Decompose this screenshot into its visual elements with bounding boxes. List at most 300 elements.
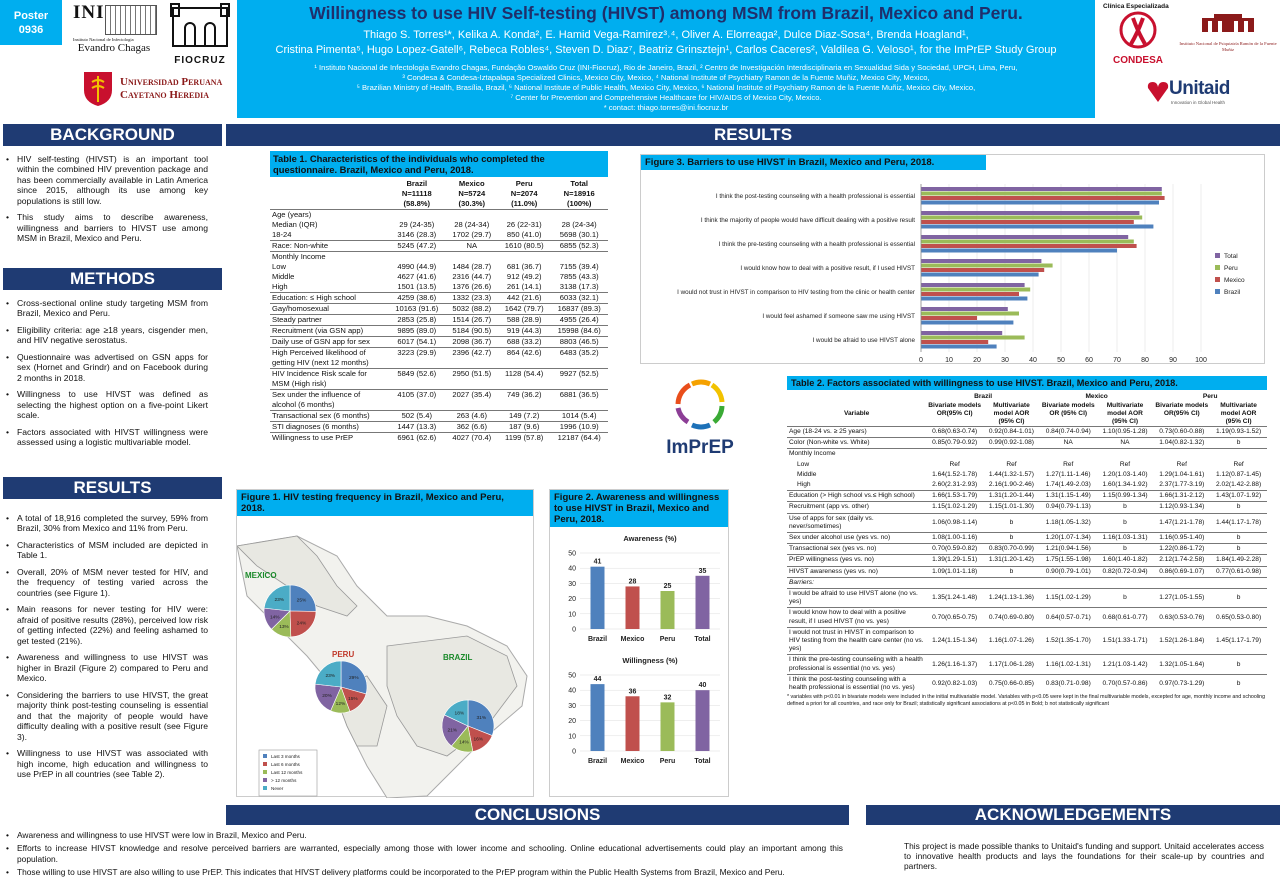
table1-cell: Daily use of GSN app for sex xyxy=(270,337,388,348)
pie-label: 13% xyxy=(279,624,289,630)
table2-cell: 2.37(1.77-3.19) xyxy=(1159,481,1205,489)
figure3 xyxy=(640,154,1265,364)
table1-cell: High xyxy=(272,282,288,291)
inp-name: Instituto Nacional de Psiquiatría Ramón de la Fuente Muñiz xyxy=(1179,41,1277,52)
table2-cell xyxy=(1040,449,1097,460)
table2-cell: 0.75(0.66-0.85) xyxy=(983,674,1040,693)
table1-cell: 2098 (36.7) xyxy=(446,337,498,348)
table2-cell: Sex under alcohol use (yes vs. no) xyxy=(787,533,926,544)
table1-cell: Age (years) xyxy=(270,210,388,221)
methods-item: • Questionnaire was advertised on GSN apps for sex (Hornet and Grindr) and on Facebook during 2 months in 2018. xyxy=(3,352,208,383)
table1-cell: 362 (6.6) xyxy=(446,422,498,433)
bar-total xyxy=(921,331,1002,335)
table1-cell: 2950 (51.5) xyxy=(446,369,498,390)
table2-cell: 1.45(1.17-1.79) xyxy=(1210,627,1267,655)
table2-cell: 1.12(0.93-1.34) xyxy=(1153,502,1210,513)
table1-cell: 263 (4.6) xyxy=(446,411,498,422)
table2-country-header: Peru xyxy=(1202,393,1218,400)
table2-cell: 1.32(1.05-1.64) xyxy=(1153,655,1210,674)
x-tick-label: Mexico xyxy=(620,636,645,643)
table-row xyxy=(270,293,608,304)
table2-cell xyxy=(983,449,1040,460)
pie-label: 12% xyxy=(335,702,346,708)
poster-title: Willingness to use HIV Self-testing (HIVST) among MSM from Brazil, Mexico and Peru. xyxy=(309,3,1023,23)
table2-variable-header: Variable xyxy=(843,410,870,417)
table2-cell: Middle xyxy=(797,470,817,478)
bar-brazil xyxy=(921,225,1153,229)
table2-cell: 2.60(2.31-2.93) xyxy=(932,481,978,489)
pie-label: 21% xyxy=(447,728,458,734)
table2-footnote: * variables with p<0.01 in bivariate models were included in the initial multivariable model. Variables with p<0.05 were kept in the final multivariable models, excepted for age, monthly income and schooling defined a priori for all countries, and race only for Brazil; statistically significant associations at p<0.05 in Bold; b not statistically significant xyxy=(787,694,1266,707)
table2-cell: High xyxy=(797,481,811,489)
bar-total xyxy=(921,259,1041,263)
table2-cell: 0.92(0.84-1.01) xyxy=(983,427,1040,438)
table1-cell: 2853 (25.8) xyxy=(388,315,446,326)
legend-swatch xyxy=(263,786,267,790)
x-tick-label: 60 xyxy=(1085,357,1093,362)
table1-cell: Monthly Income xyxy=(270,252,388,263)
table2-cell: b xyxy=(1210,655,1267,674)
table1-cell: 588 (28.9) xyxy=(498,315,550,326)
legend-swatch xyxy=(263,754,267,758)
table2-country-header: Brazil xyxy=(974,393,993,400)
table2-cell: Transactional sex (yes vs. no) xyxy=(787,544,926,555)
table2-cell: 1.12(0.87-1.45) xyxy=(1216,470,1262,478)
table1-cell: 850 (41.0) xyxy=(506,230,542,239)
table2-cell: 1.20(1.03-1.40) xyxy=(1102,470,1148,478)
bar-mexico xyxy=(921,196,1165,200)
table-row xyxy=(270,262,608,272)
table2-cell: 2.12(1.74-2.58) xyxy=(1153,555,1210,566)
table1-cell: 1332 (23.3) xyxy=(446,293,498,304)
results-left-list xyxy=(3,513,208,786)
table1-cell: 688 (33.2) xyxy=(498,337,550,348)
table1-header-cell: N=11118 xyxy=(401,189,432,198)
table2-cell: 0.65(0.53-0.80) xyxy=(1210,608,1267,627)
bar xyxy=(591,567,605,629)
x-tick-label: Peru xyxy=(659,636,676,643)
table1-cell xyxy=(388,252,446,263)
affiliation-4: ⁷ Center for Prevention and Comprehensive Healthcare for HIV/AIDS of Mexico City, Mexico. xyxy=(510,93,822,102)
table2-cell: 0.70(0.65-0.75) xyxy=(926,608,983,627)
table2-cell: Barriers: xyxy=(787,577,926,588)
table1-header-cell: Brazil xyxy=(406,179,428,188)
table2-cell: 1.15(1.01-1.30) xyxy=(983,502,1040,513)
y-tick-label: 20 xyxy=(568,596,576,604)
table-row xyxy=(787,438,1267,449)
table1-cell: 1501 (13.5) xyxy=(397,282,437,291)
data-label: 28 xyxy=(628,578,637,586)
table1-cell: 6483 (35.2) xyxy=(550,348,608,369)
chart-title: Willingness (%) xyxy=(622,656,678,665)
table2-cell: 1.44(1.17-1.78) xyxy=(1210,513,1267,532)
table1-cell: 5849 (52.6) xyxy=(388,369,446,390)
table2-cell: 0.68(0.61-0.77) xyxy=(1097,608,1154,627)
legend-label: Mexico xyxy=(1224,277,1245,284)
table-row xyxy=(787,470,1267,480)
bar-total xyxy=(921,283,1025,287)
y-tick-label: 50 xyxy=(568,550,576,558)
table2-cell xyxy=(926,449,983,460)
y-tick-label: 30 xyxy=(568,702,576,710)
table1-header-cell xyxy=(270,189,388,199)
table2-cell: I would be afraid to use HIVST alone (no vs. yes) xyxy=(787,589,926,608)
table2-cell: 1.47(1.21-1.78) xyxy=(1153,513,1210,532)
authors-line-2: Cristina Pimenta⁵, Hugo Lopez-Gatell⁶, Rebeca Robles⁴, Steven D. Diaz⁷, Beatriz Grinsztejn¹, Carlos Caceres², Valdilea G. Veloso¹, for the ImPrEP Study Group xyxy=(275,44,1057,56)
table2-subheader: Bivariate models OR(95% CI) xyxy=(1155,402,1209,417)
condesa-logo xyxy=(1103,3,1173,67)
table-row xyxy=(787,627,1267,655)
bar-mexico xyxy=(921,340,988,344)
table1-cell: 6881 (36.5) xyxy=(550,390,608,411)
unitaid-name: Unitaid xyxy=(1169,78,1230,99)
table2-cell: PrEP willingness (yes vs. no) xyxy=(787,555,926,566)
results-item: • A total of 18,916 completed the survey, 59% from Brazil, 30% from Mexico and 11% from Peru. xyxy=(3,513,208,534)
table1-cell: 1996 (10.9) xyxy=(550,422,608,433)
legend-label: Total xyxy=(1224,253,1238,260)
table2-cell: 1.31(1.20-1.44) xyxy=(983,491,1040,502)
figure1 xyxy=(236,489,534,797)
table-row xyxy=(787,555,1267,566)
condesa-clinica: Clínica Especializada xyxy=(1103,3,1169,10)
table2-cell: Recruitment (app vs. other) xyxy=(787,502,926,513)
conclusions-list xyxy=(3,830,843,880)
table2-cell: b xyxy=(1097,513,1154,532)
bar-brazil xyxy=(921,273,1039,277)
bar-brazil xyxy=(921,345,997,349)
background-item: • HIV self-testing (HIVST) is an important tool within the combined HIV prevention package and has been commercially available in Latin America since 2015, although its use among key populations is still low. xyxy=(3,154,208,206)
conclusions-item: • Those willing to use HIVST are also willing to use PrEP. This indicates that HIVST delivery platforms could be incorporated to the PrEP program within the Public Health Systems from Brazil, Mexico and Peru. xyxy=(3,867,843,877)
table-row xyxy=(270,210,608,221)
table1-cell: 28 (24-34) xyxy=(561,220,597,229)
y-tick-label: 20 xyxy=(568,718,576,726)
table1-cell: 502 (5.4) xyxy=(388,411,446,422)
table1-header-cell xyxy=(270,199,388,210)
table-row xyxy=(270,433,608,444)
table2-cell: 1.27(1.05-1.55) xyxy=(1153,589,1210,608)
figure1-map xyxy=(237,516,533,798)
x-tick-label: Brazil xyxy=(587,636,608,643)
table1-cell: 10163 (91.6) xyxy=(388,304,446,315)
table2-cell: 1.84(1.49-2.28) xyxy=(1210,555,1267,566)
y-tick-label: 10 xyxy=(568,611,576,619)
table-row xyxy=(270,230,608,241)
table1-cell: 6033 (32.1) xyxy=(550,293,608,304)
table2-title: Table 2. Factors associated with willingness to use HIVST. Brazil, Mexico and Peru, 2018. xyxy=(787,376,1267,390)
legend-label: > 12 months xyxy=(271,778,297,783)
table1-cell: 4105 (37.0) xyxy=(388,390,446,411)
bar-mexico xyxy=(921,316,977,320)
table-row xyxy=(787,577,1267,588)
data-label: 44 xyxy=(593,676,602,684)
x-tick-label: Total xyxy=(694,636,711,643)
table1-cell: 5245 (47.2) xyxy=(388,241,446,252)
table1-cell: 864 (42.6) xyxy=(498,348,550,369)
table1-cell: 2027 (35.4) xyxy=(446,390,498,411)
ini-logo-name: Evandro Chagas xyxy=(77,42,151,54)
table-row xyxy=(270,390,608,411)
table1-cell: 12187 (64.4) xyxy=(550,433,608,444)
table2-cell xyxy=(1097,449,1154,460)
table1-cell: 187 (9.6) xyxy=(498,422,550,433)
table2-subheader: Bivariate models OR(95% CI) xyxy=(928,402,982,417)
table2-cell: 0.83(0.71-0.98) xyxy=(1040,674,1097,693)
table-row xyxy=(270,304,608,315)
table2-cell xyxy=(1210,577,1267,588)
table-row xyxy=(270,282,608,293)
table2-cell: b xyxy=(983,566,1040,577)
table2-cell: Education (> High school vs.≤ High school) xyxy=(787,491,926,502)
table2-cell: 1.08(1.00-1.16) xyxy=(926,533,983,544)
table-row xyxy=(787,608,1267,627)
poster-label: Poster xyxy=(13,10,49,22)
legend-swatch xyxy=(263,778,267,782)
table2-cell: 1.24(1.15-1.34) xyxy=(926,627,983,655)
bar-peru xyxy=(921,240,1134,244)
table2-cell: 1.52(1.26-1.84) xyxy=(1153,627,1210,655)
table1-cell: 4955 (26.4) xyxy=(550,315,608,326)
y-tick-label: 50 xyxy=(568,672,576,680)
table1-cell: 261 (14.1) xyxy=(506,282,542,291)
table2-cell: Ref xyxy=(1176,460,1187,468)
pie-label: 23% xyxy=(274,597,285,603)
acknowledgements-text: This project is made possible thanks to Unitaid's funding and support. Unitaid accelerates access to innovative health products and lays the foundations for their scale-up by countries and partners. xyxy=(904,841,1264,871)
table1-cell: 1376 (26.6) xyxy=(452,282,492,291)
table2-cell xyxy=(1040,577,1097,588)
y-tick-label: 40 xyxy=(568,565,576,573)
table-row xyxy=(270,272,608,282)
table2-cell: 1.60(1.40-1.82) xyxy=(1097,555,1154,566)
table1-cell: Low xyxy=(272,262,286,271)
poster-number: 0936 xyxy=(18,24,44,36)
data-label: 25 xyxy=(663,583,672,590)
table2-subheader: Bivariate models OR (95% CI) xyxy=(1041,402,1095,417)
conclusions-item: • Efforts to increase HIVST knowledge and resolve perceived barriers are warranted, especially among those with lower income and schooling. Online educational advertisements could play an important among this population. xyxy=(3,843,843,864)
results-item: • Overall, 20% of MSM never tested for HIV, and the frequency of testing varied across the countries (see Figure 1). xyxy=(3,567,208,598)
table2-cell: 0.83(0.70-0.99) xyxy=(983,544,1040,555)
table1-cell xyxy=(550,252,608,263)
table2-cell: 0.94(0.79-1.13) xyxy=(1040,502,1097,513)
acknowledgements-heading: ACKNOWLEDGEMENTS xyxy=(866,805,1280,825)
table1-header-cell: Total xyxy=(570,179,588,188)
table1-cell: Steady partner xyxy=(270,315,388,326)
legend-swatch xyxy=(1215,253,1220,258)
table1-cell: 1642 (79.7) xyxy=(498,304,550,315)
condesa-name: CONDESA xyxy=(1112,55,1163,66)
table2-subheader: Multivariate model AOR (95% CI) xyxy=(1106,402,1144,425)
table2-cell: 0.77(0.61-0.98) xyxy=(1210,566,1267,577)
methods-heading: METHODS xyxy=(3,268,222,290)
imprep-logo xyxy=(660,376,740,476)
bar xyxy=(696,576,710,629)
legend-label: Never xyxy=(271,786,284,791)
bar-brazil xyxy=(921,321,1013,325)
figure2 xyxy=(549,489,729,797)
legend-swatch xyxy=(263,770,267,774)
results-item: • Willingness to use HIVST was associated with high income, high education and willingness to use PrEP in all countries (see Table 2). xyxy=(3,748,208,779)
background-item: • This study aims to describe awareness, willingness and barriers to HIVST use among MSM in Brazil, Mexico and Peru. xyxy=(3,212,208,243)
table-row xyxy=(270,348,608,369)
table2-cell xyxy=(1153,449,1210,460)
table2-cell: 1.60(1.34-1.92) xyxy=(1102,481,1148,489)
table2-cell: b xyxy=(983,513,1040,532)
table1-cell: 9927 (52.5) xyxy=(550,369,608,390)
table1-cell xyxy=(550,210,608,221)
table2-cell: 1.15(1.02-1.29) xyxy=(1040,589,1097,608)
table-row xyxy=(270,422,608,433)
table1-cell: Transactional sex (6 months) xyxy=(270,411,388,422)
ini-logo-text: INI xyxy=(73,2,105,23)
table2-cell: 0.97(0.73-1.29) xyxy=(1153,674,1210,693)
table1-cell xyxy=(498,210,550,221)
figure1-title: Figure 1. HIV testing frequency in Brazil, Mexico and Peru, 2018. xyxy=(237,490,533,516)
x-tick-label: 50 xyxy=(1057,357,1065,362)
table1-cell: 7155 (39.4) xyxy=(559,262,599,271)
table2-subheader: Multivariate model AOR (95% CI) xyxy=(1220,402,1257,425)
legend-label: Last 6 months xyxy=(271,762,300,767)
conclusions-item: • Awareness and willingness to use HIVST were low in Brazil, Mexico and Peru. xyxy=(3,830,843,840)
pie-label: 14% xyxy=(459,740,469,746)
results-item: • Considering the barriers to use HIVST, the great majority think post-testing counseling is essential and that the majority of people would have difficulty dealing with a positive result (see Figure 3). xyxy=(3,690,208,742)
authors-line-1: Thiago S. Torres¹*, Kelika A. Konda², E. Hamid Vega-Ramirez³˒⁴, Oliver A. Elorreaga², Dulce Diaz-Sosa⁴, Brenda Hoagland¹, xyxy=(363,29,969,41)
table2-cell: 1.64(1.52-1.78) xyxy=(932,470,978,478)
table-row xyxy=(787,480,1267,491)
bar-total xyxy=(921,235,1128,239)
legend-swatch xyxy=(1215,277,1220,282)
table1-header-cell: Mexico xyxy=(458,179,485,188)
table1-cell: 2396 (42.7) xyxy=(446,348,498,369)
legend-label: Last 3 months xyxy=(271,754,300,759)
results-item: • Main reasons for never testing for HIV were: afraid of positive results (28%), perceived low risk of getting infected (22%) and feeling ashamed to get tested (21%). xyxy=(3,604,208,646)
table1-cell: 1484 (28.7) xyxy=(452,262,492,271)
table2-cell: b xyxy=(1210,589,1267,608)
table1-header-cell xyxy=(270,179,388,189)
table2-cell: b xyxy=(1210,544,1267,555)
table2-cell: 0.70(0.59-0.82) xyxy=(926,544,983,555)
methods-item: • Factors associated with HIVST willingness were assessed using a logistic multivariable model. xyxy=(3,427,208,448)
table1-cell: 9895 (89.0) xyxy=(388,326,446,337)
table1-header-cell: (11.0%) xyxy=(511,199,538,208)
table2-cell: 0.85(0.79-0.92) xyxy=(926,438,983,449)
table1-cell: 6961 (62.6) xyxy=(388,433,446,444)
table1-header-cell: Peru xyxy=(515,179,533,188)
legend-label: Last 12 months xyxy=(271,770,303,775)
table1-cell: Middle xyxy=(272,272,295,281)
table2-cell: 0.70(0.57-0.86) xyxy=(1097,674,1154,693)
table2-cell: 0.63(0.53-0.76) xyxy=(1153,608,1210,627)
methods-item: • Eligibility criteria: age ≥18 years, cisgender men, and HIV negative serostatus. xyxy=(3,325,208,346)
table2-cell: b xyxy=(1210,674,1267,693)
table2-cell: Low xyxy=(797,460,810,468)
table1-title: Table 1. Characteristics of the individuals who completed the questionnaire. Brazil, Mexico and Peru, 2018. xyxy=(270,151,608,177)
table2-cell: 0.68(0.63-0.74) xyxy=(926,427,983,438)
table1-cell: STI diagnoses (6 months) xyxy=(270,422,388,433)
table-row xyxy=(270,326,608,337)
background-list xyxy=(3,154,208,250)
data-label: 41 xyxy=(593,558,602,566)
imprep-name: ImPrEP xyxy=(666,437,734,458)
table2-cell: b xyxy=(1210,502,1267,513)
bar-peru xyxy=(921,288,1030,292)
legend-label: Peru xyxy=(1224,265,1238,272)
table2-cell: NA xyxy=(1097,438,1154,449)
bar-peru xyxy=(921,264,1053,268)
table2-cell: 1.15(0.99-1.34) xyxy=(1097,491,1154,502)
table2-cell: Monthly Income xyxy=(787,449,926,460)
table-row xyxy=(270,220,608,230)
ini-logo xyxy=(68,2,160,64)
pie-label: 24% xyxy=(296,621,307,627)
conclusions-heading: CONCLUSIONS xyxy=(226,805,849,825)
table-row xyxy=(787,502,1267,513)
table1-cell: 28 (24-34) xyxy=(454,220,490,229)
table2-cell xyxy=(983,577,1040,588)
table2-cell: b xyxy=(1210,438,1267,449)
table2-cell xyxy=(1097,577,1154,588)
pie-label: 25% xyxy=(296,598,307,604)
bar-mexico xyxy=(921,220,1134,224)
table2-cell: 0.92(0.82-1.03) xyxy=(926,674,983,693)
country-label-peru: PERU xyxy=(332,650,355,659)
figure2-chart xyxy=(550,527,728,807)
background-heading: BACKGROUND xyxy=(3,124,222,146)
table2-cell: Ref xyxy=(1006,460,1017,468)
table2-cell: Use of apps for sex (daily vs. never/sometimes) xyxy=(787,513,926,532)
bar-peru xyxy=(921,336,1025,340)
table2-grid xyxy=(787,392,1267,693)
table-row xyxy=(270,252,608,263)
table1-cell: Education: ≤ High school xyxy=(270,293,388,304)
table1-cell: 7855 (43.3) xyxy=(559,272,599,281)
table2-cell: 1.20(1.07-1.34) xyxy=(1040,533,1097,544)
table1-cell: 149 (7.2) xyxy=(498,411,550,422)
table1-cell: 919 (44.3) xyxy=(498,326,550,337)
table1-cell: 3138 (17.3) xyxy=(559,282,599,291)
bar-total xyxy=(921,307,1008,311)
table2-cell: Ref xyxy=(1063,460,1074,468)
country-label-mexico: MEXICO xyxy=(245,571,277,580)
x-tick-label: 80 xyxy=(1141,357,1149,362)
table2-cell: 1.35(1.24-1.48) xyxy=(926,589,983,608)
legend-label: Brazil xyxy=(1224,289,1241,296)
table2-subheader: Multivariate model AOR (95% CI) xyxy=(993,402,1030,425)
x-tick-label: 100 xyxy=(1195,357,1207,362)
data-label: 35 xyxy=(698,567,707,575)
pie-label: 14% xyxy=(269,615,280,621)
unitaid-sub: Innovation in Global Health xyxy=(1171,100,1226,105)
legend-swatch xyxy=(1215,265,1220,270)
legend-swatch xyxy=(263,762,267,766)
table1-cell: 26 (22-31) xyxy=(506,220,542,229)
table2-cell: 1.29(1.04-1.61) xyxy=(1159,470,1205,478)
table-row xyxy=(787,460,1267,470)
table2-cell: 0.64(0.57-0.71) xyxy=(1040,608,1097,627)
table2-cell: 1.31(1.15-1.49) xyxy=(1040,491,1097,502)
bar-mexico xyxy=(921,244,1137,248)
table2-cell: b xyxy=(1210,533,1267,544)
table1-cell: 1702 (29.7) xyxy=(452,230,492,239)
fiocruz-logo xyxy=(165,2,235,64)
table1-cell: 1128 (54.4) xyxy=(498,369,550,390)
table-row xyxy=(787,566,1267,577)
table1-cell xyxy=(388,210,446,221)
table2-cell: 1.52(1.35-1.70) xyxy=(1040,627,1097,655)
data-label: 40 xyxy=(698,682,707,690)
table2-cell: 0.82(0.72-0.94) xyxy=(1097,566,1154,577)
table1-cell: 4259 (38.6) xyxy=(388,293,446,304)
table1-cell: Recruitment (via GSN app) xyxy=(270,326,388,337)
table2-cell: 1.16(1.07-1.26) xyxy=(983,627,1040,655)
